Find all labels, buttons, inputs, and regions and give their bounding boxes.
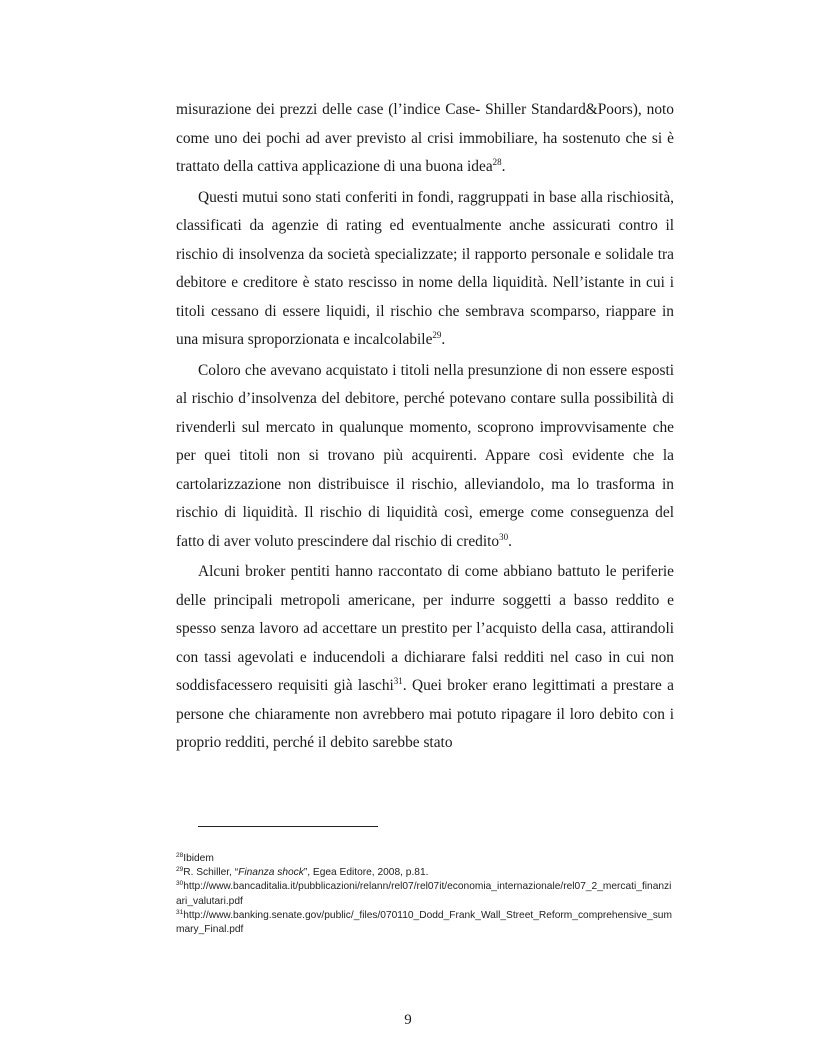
paragraph-1-text: misurazione dei prezzi delle case (l’indice Case- Shiller Standard&Poors), noto come uno dei pochi ad aver previsto al crisi immobiliare, ha sostenuto che si è trattato della cattiva applicazione di una buona idea xyxy=(176,101,674,175)
paragraph-2-text: Questi mutui sono stati conferiti in fondi, raggruppati in base alla rischiosità, classificati da agenzie di rating ed eventualmente anche assicurati contro il rischio di insolvenza da società specializzate; il rapporto personale e solidale tra debitore e creditore è stato rescisso in nome della liquidità. Nell’istante in cui i titoli cessano di essere liquidi, il rischio che sembrava scomparso, riappare in una misura sproporzionata e incalcolabile xyxy=(176,188,674,348)
paragraph-3-text: Coloro che avevano acquistato i titoli nella presunzione di non essere esposti al rischio d’insolvenza del debitore, perché potevano contare sulla possibilità di rivenderli sul mercato in qualunque momento, scoprono improvvisamente che per quei titoli non si trovano più acquirenti. Appare così evidente che la cartolarizzazione non distribuisce il rischio, alleviandolo, ma lo trasforma in rischio di liquidità. Il rischio di liquidità così, emerge come conseguenza del fatto di aver voluto prescindere dal rischio di credito xyxy=(176,361,674,550)
footnote-ref-30[interactable]: 30 xyxy=(499,531,509,542)
footnote-ref-31[interactable]: 31 xyxy=(393,676,403,686)
footnote-ref-29[interactable]: 29 xyxy=(432,330,442,340)
body-text xyxy=(176,96,674,758)
footnote-30-link[interactable]: http://www.bancaditalia.it/pubblicazioni/relann/rel07/rel07it/economia_internazionale/rel07_2_mercati_finanziari_valutari.pdf xyxy=(176,881,672,907)
paragraph-4: Alcuni broker pentiti hanno raccontato di come abbiano battuto le periferie delle principali metropoli americane, per indurre soggetti a basso reddito e spesso senza lavoro ad accettare un prestito per l’acquisto della casa, attirandoli con tassi agevolati e inducendoli a dichiarare falsi redditi nel caso in cui non soddisfacessero requisiti già laschi$^{31}$. Quei broker erano legittimati a prestare a persone che chiaramente non avrebbero mai potuto ripagare il loro debito con i proprio redditi, perché il debito sarebbe stato xyxy=(176,563,675,751)
footnotes xyxy=(176,852,676,937)
footnote-31: $^{31}$http://www.banking.senate.gov/public/_files/070110_Dodd_Frank_Wall_Street_Reform_comprehensive_summary_Final.pdf xyxy=(176,908,672,936)
footnote-30: $^{30}$http://www.bancaditalia.it/pubblicazioni/relann/rel07/rel07it/economia_internazionale/rel07_2_mercati_finanziari_valutari.pdf xyxy=(176,880,672,907)
footnote-ref-28[interactable]: 28 xyxy=(492,157,502,167)
paragraph-2: Questi mutui sono stati conferiti in fondi, raggruppati in base alla rischiosità, classificati da agenzie di rating ed eventualmente anche assicurati contro il rischio di insolvenza da società specializzate; il rapporto personale e solidale tra debitore e creditore è stato rescisso in nome della liquidità. Nell’istante in cui i titoli cessano di essere liquidi, il rischio che sembrava scomparso, riappare in una misura sproporzionata e incalcolabile$^{29}$. xyxy=(176,188,674,348)
footnote-31-link[interactable]: http://www.banking.senate.gov/public/_files/070110_Dodd_Frank_Wall_Street_Reform_comprehensive_summary_Final.pdf xyxy=(176,909,672,936)
footnote-29: $^{29}$R. Schiller, “Finanza shock”, Egea Editore, 2008, p.81. xyxy=(176,866,429,879)
paragraph-3: Coloro che avevano acquistato i titoli nella presunzione di non essere esposti al rischio d’insolvenza del debitore, perché potevano contare sulla possibilità di rivenderli sul mercato in qualunque momento, scoprono improvvisamente che per quei titoli non si trovano più acquirenti. Appare così evidente che la cartolarizzazione non distribuisce il rischio, alleviandolo, ma lo trasforma in rischio di liquidità. Il rischio di liquidità così, emerge come conseguenza del fatto di aver voluto prescindere dal rischio di credito$^{30}$. xyxy=(176,361,674,550)
paragraph-1: misurazione dei prezzi delle case (l’indice Case- Shiller Standard&Poors), noto come uno dei pochi ad aver previsto al crisi immobiliare, ha sostenuto che si è trattato della cattiva applicazione di una buona idea$^{28}$. xyxy=(176,101,674,175)
paragraph-4-text: Alcuni broker pentiti hanno raccontato di come abbiano battuto le periferie delle principali metropoli americane, per indurre soggetti a basso reddito e spesso senza lavoro ad accettare un prestito per l’acquisto della casa, attirandoli con tassi agevolati e inducendoli a dichiarare falsi redditi nel caso in cui non soddisfacessero requisiti già laschi xyxy=(176,563,674,694)
footnote-28: $^{28}$Ibidem xyxy=(176,852,214,864)
footnote-separator xyxy=(198,826,378,827)
page-number: 9 xyxy=(404,1012,412,1028)
